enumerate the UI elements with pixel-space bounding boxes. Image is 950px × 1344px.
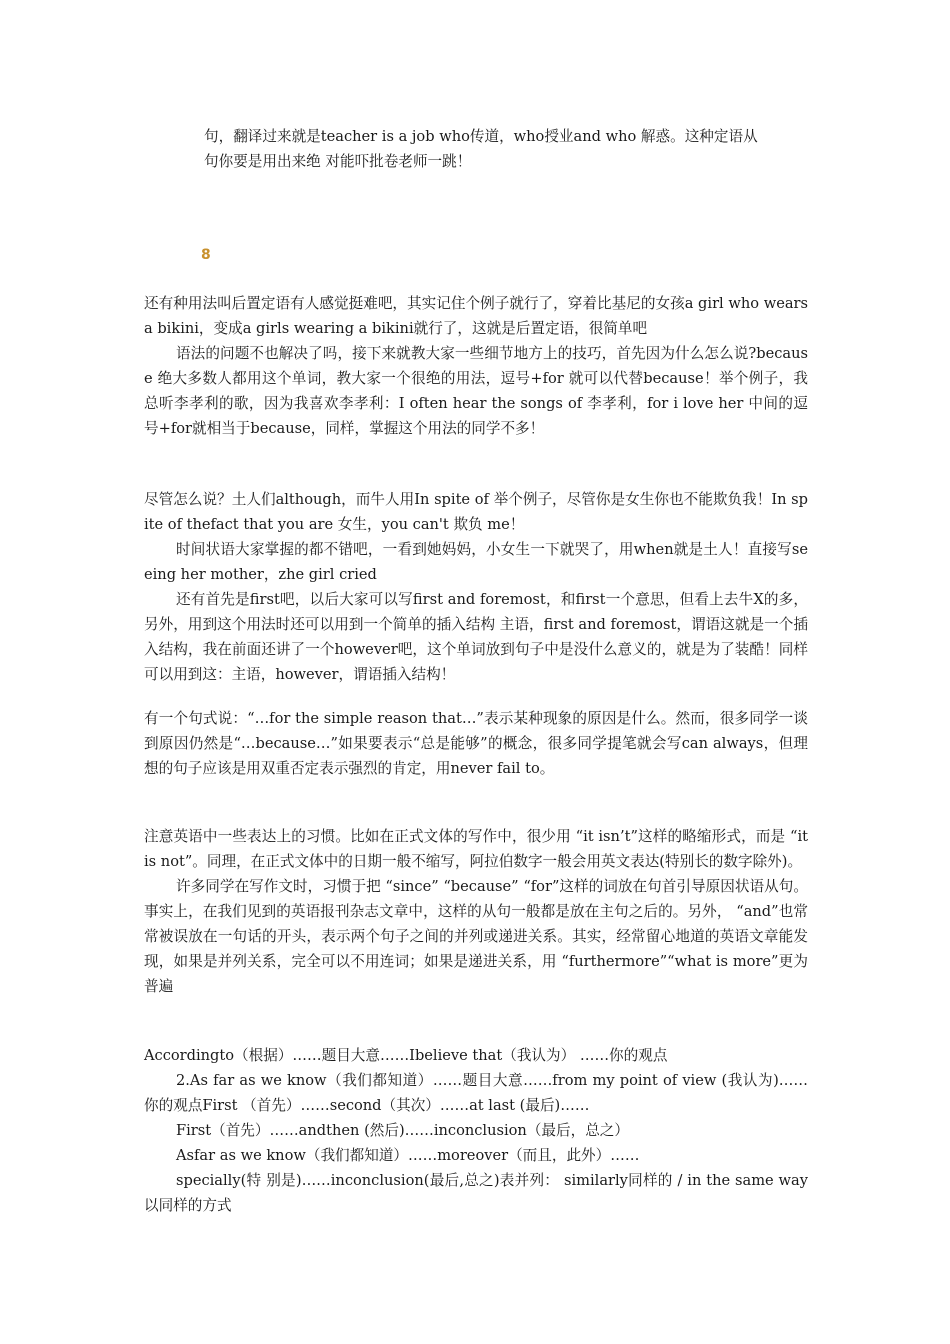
paragraph: Accordingto（根据）……题目大意……Ibelieve that（我认为） ……你的观点 bbox=[144, 1047, 668, 1064]
paragraph-block-postpositive-attribute bbox=[144, 291, 808, 441]
paragraph-block-phrase-templates bbox=[144, 1043, 808, 1218]
intro-continuation bbox=[204, 124, 808, 174]
paragraph: 语法的问题不也解决了吗，接下来就教大家一些细节地方上的技巧，首先因为什么怎么说?because 绝大多数人都用这个单词，教大家一个很绝的用法，逗号+for 就可以代替because！举个例子，我总听李孝利的歌，因为我喜欢李孝利：I often hear the songs of 李孝利，for i love her 中间的逗号+for就相当于because，同样，掌握这个用法的同学不多！ bbox=[144, 345, 808, 437]
paragraph: First（首先）……andthen (然后)……inconclusion（最后，总之） bbox=[176, 1122, 629, 1139]
paragraph: 尽管怎么说？土人们although，而牛人用In spite of 举个例子，尽管你是女生你也不能欺负我！In spite of thefact that you are 女生，you can't 欺负 me！ bbox=[144, 491, 808, 533]
paragraph: 许多同学在写作文时，习惯于把 “since” “because” “for”这样的词放在句首引导原因状语从句。事实上，在我们见到的英语报刊杂志文章中，这样的从句一般都是放在主句之后的。另外， “and”也常常被误放在一句话的开头，表示两个句子之间的并列或递进关系。其实，经常留心地道的英语文章能发现，如果是并列关系，完全可以不用连词；如果是递进关系，用 “furthermore”“what is more”更为普遍 bbox=[144, 878, 808, 995]
intro-line: 句，翻译过来就是teacher is a job who传道，who授业and who 解惑。这种定语从 bbox=[204, 128, 758, 145]
paragraph-block-simple-reason bbox=[144, 706, 808, 781]
paragraph-block-in-spite-of bbox=[144, 487, 808, 687]
paragraph: 还有种用法叫后置定语有人感觉挺难吧，其实记住个例子就行了，穿着比基尼的女孩a girl who wears a bikini，变成a girls wearing a bikini就行了，这就是后置定语，很简单吧 bbox=[144, 295, 808, 337]
step-number: 8 bbox=[201, 247, 211, 263]
paragraph: 注意英语中一些表达上的习惯。比如在正式文体的写作中，很少用 “it isn’t”这样的略缩形式，而是 “it is not”。同理，在正式文体中的日期一般不缩写，阿拉伯数字一般会用英文表达(特别长的数字除外)。 bbox=[144, 828, 808, 870]
paragraph-block-formal-style bbox=[144, 824, 808, 999]
paragraph: 有一个句式说：“…for the simple reason that…”表示某种现象的原因是什么。然而，很多同学一谈到原因仍然是“…because…”如果要表示“总是能够”的概念，很多同学提笔就会写can always，但理想的句子应该是用双重否定表示强烈的肯定，用never fail to。 bbox=[144, 710, 808, 777]
intro-line: 句你要是用出来绝 对能吓批卷老师一跳！ bbox=[204, 153, 472, 170]
paragraph: 2.As far as we know（我们都知道）……题目大意……from my point of view (我认为)……你的观点First （首先）……second（其次）……at last (最后)…… bbox=[144, 1072, 808, 1114]
paragraph: 还有首先是first吧，以后大家可以写first and foremost，和first一个意思，但看上去牛X的多，另外，用到这个用法时还可以用到一个简单的插入结构 主语，first and foremost，谓语这就是一个插入结构，我在前面还讲了一个however吧，这个单词放到句子中是没什么意义的，就是为了装酷！同样可以用到这：主语，however，谓语插入结构！ bbox=[144, 591, 808, 683]
paragraph: Asfar as we know（我们都知道）……moreover（而且，此外）…… bbox=[176, 1147, 640, 1164]
paragraph: 时间状语大家掌握的都不错吧，一看到她妈妈，小女生一下就哭了，用when就是土人！直接写seeing her mother，zhe girl cried bbox=[144, 541, 808, 583]
paragraph: specially(特 别是)……inconclusion(最后,总之)表并列： similarly同样的 / in the same way 以同样的方式 bbox=[144, 1172, 808, 1214]
